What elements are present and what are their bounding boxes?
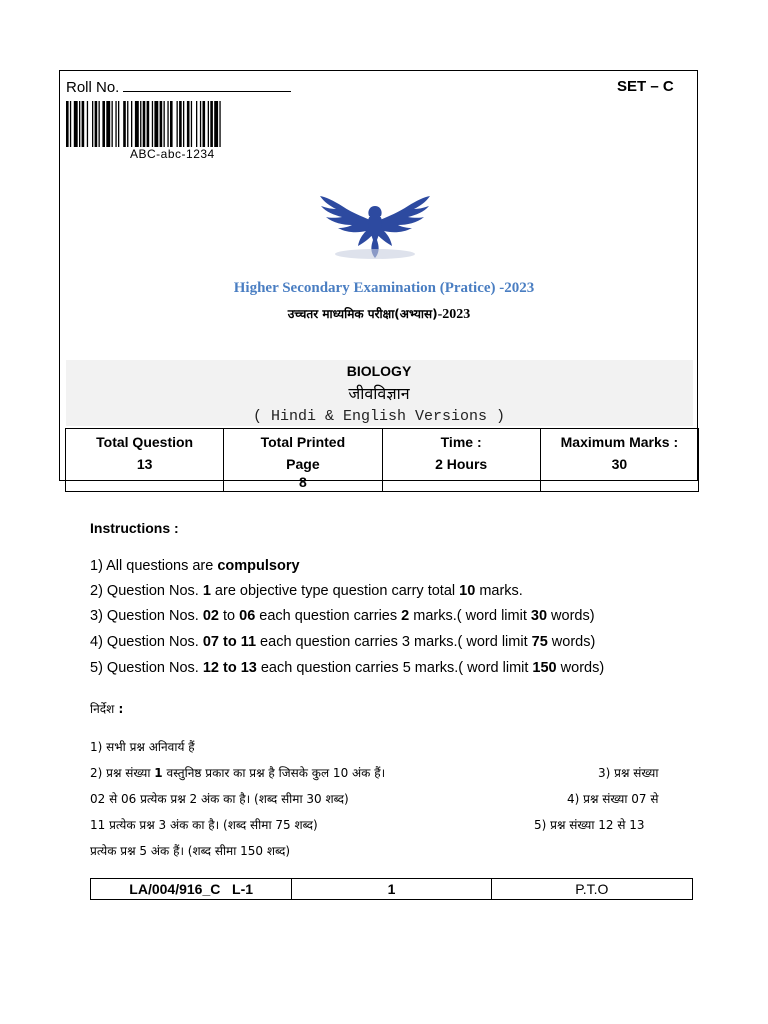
instruction-text: words) [547, 634, 596, 650]
hindi-instruction-line-3: 02 से 06 प्रत्येक प्रश्न 2 अंक का है। (शब्द सीमा 30 शब्द) [90, 792, 349, 806]
instruction-text: 3) Question Nos. [90, 608, 203, 624]
footer-table [90, 878, 693, 900]
total-question-cell [66, 429, 224, 492]
hindi-instruction-line-1: 1) सभी प्रश्न अनिवार्य हैं [90, 740, 195, 754]
printed-page-value: 8 [298, 474, 307, 490]
instruction-emphasis: 02 [202, 608, 219, 624]
time-value: 2 Hours [435, 456, 488, 472]
instruction-text: are objective type question carry total [210, 583, 460, 599]
exam-details-table [65, 428, 699, 492]
instruction-text: each question carries 3 marks.( word limit [256, 634, 532, 650]
instruction-emphasis: 1 [202, 583, 211, 599]
instruction-emphasis: 75 [531, 634, 548, 650]
subject-english: BIOLOGY [346, 363, 412, 379]
hindi-title-colon: : [114, 702, 124, 716]
set-label: SET – C [617, 78, 674, 95]
roll-number-field [66, 78, 291, 96]
roll-number-label: Roll No. [66, 79, 120, 96]
hindi-instruction-line-2 [90, 764, 385, 781]
instruction-text: each question carries 5 marks.( word limit [256, 660, 533, 676]
max-marks-cell [540, 429, 698, 492]
hindi-instruction-line-2-right: 3) प्रश्न संख्या [598, 766, 659, 780]
instruction-line-3 [90, 608, 595, 624]
instruction-line-4 [90, 634, 595, 650]
barcode [66, 101, 304, 147]
exam-title-hindi [0, 305, 758, 323]
instruction-line-1 [90, 558, 300, 574]
hindi-instruction-line-3-right: 4) प्रश्न संख्या 07 से [567, 792, 659, 806]
exam-title-english: Higher Secondary Examination (Pratice) -2023 [233, 280, 535, 296]
instruction-text: marks.( word limit [409, 608, 531, 624]
hindi-instruction-line-5: प्रत्येक प्रश्न 5 अंक हैं। (शब्द सीमा 150 शब्द) [90, 844, 291, 858]
exam-title-hindi-year: -2023 [437, 307, 471, 322]
instruction-emphasis: 150 [532, 660, 557, 676]
page-number: 1 [292, 879, 491, 900]
max-marks-label: Maximum Marks : [560, 434, 679, 450]
printed-page-cell [224, 429, 382, 492]
instruction-emphasis: 30 [530, 608, 548, 624]
exam-title-hindi-text: उच्चतर माध्यमिक परीक्षा(अभ्यास) [287, 307, 438, 321]
hindi-instruction-line-4-right: 5) प्रश्न संख्या 12 से 13 [534, 818, 645, 832]
hindi-instruction-text: वस्तुनिष्ठ प्रकार का प्रश्न है जिसके कुल 10 अंक हैं। [162, 766, 386, 780]
instruction-text: to [218, 608, 240, 624]
instruction-emphasis: compulsory [217, 558, 300, 574]
instruction-emphasis: 2 [401, 608, 410, 624]
instruction-emphasis: 07 to 11 [202, 634, 257, 650]
time-label: Time : [440, 434, 482, 450]
instruction-text: each question carries [255, 608, 402, 624]
instruction-text: 2) Question Nos. [90, 583, 203, 599]
instruction-text: words) [547, 608, 595, 624]
instruction-line-5 [90, 660, 604, 676]
instructions-title: Instructions : [90, 520, 179, 536]
instruction-text: marks. [475, 583, 523, 599]
instruction-emphasis: 06 [239, 608, 256, 624]
hindi-instruction-line-4: 11 प्रत्येक प्रश्न 3 अंक का है। (शब्द सीमा 75 शब्द) [90, 818, 318, 832]
instruction-text: 5) Question Nos. [90, 660, 203, 676]
total-question-label: Total Question [96, 434, 194, 450]
paper-code: LA/004/916_C L-1 [91, 879, 292, 900]
roll-number-blank [123, 78, 291, 92]
instruction-line-2 [90, 583, 523, 599]
eagle-emblem-icon [316, 192, 434, 260]
total-question-value: 13 [136, 456, 153, 472]
printed-page-label: Total Printed Page [260, 434, 346, 472]
hindi-instructions-title [90, 700, 123, 717]
hindi-instruction-text: 2) प्रश्न संख्या [90, 766, 155, 780]
versions-note: ( Hindi & English Versions ) [252, 408, 506, 425]
instruction-emphasis: 12 to 13 [202, 660, 257, 676]
hindi-title-text: निर्देश [90, 702, 115, 716]
max-marks-value: 30 [611, 456, 628, 472]
barcode-text: ABC-abc-1234 [130, 147, 215, 161]
instruction-text: 4) Question Nos. [90, 634, 203, 650]
pto-label: P.T.O [491, 879, 692, 900]
instruction-text: 1) All questions are [90, 558, 218, 574]
instruction-emphasis: 10 [459, 583, 476, 599]
instruction-text: words) [556, 660, 605, 676]
time-cell [382, 429, 540, 492]
subject-hindi: जीवविज्ञान [348, 384, 410, 403]
hindi-instruction-emphasis: 1 [154, 766, 163, 780]
